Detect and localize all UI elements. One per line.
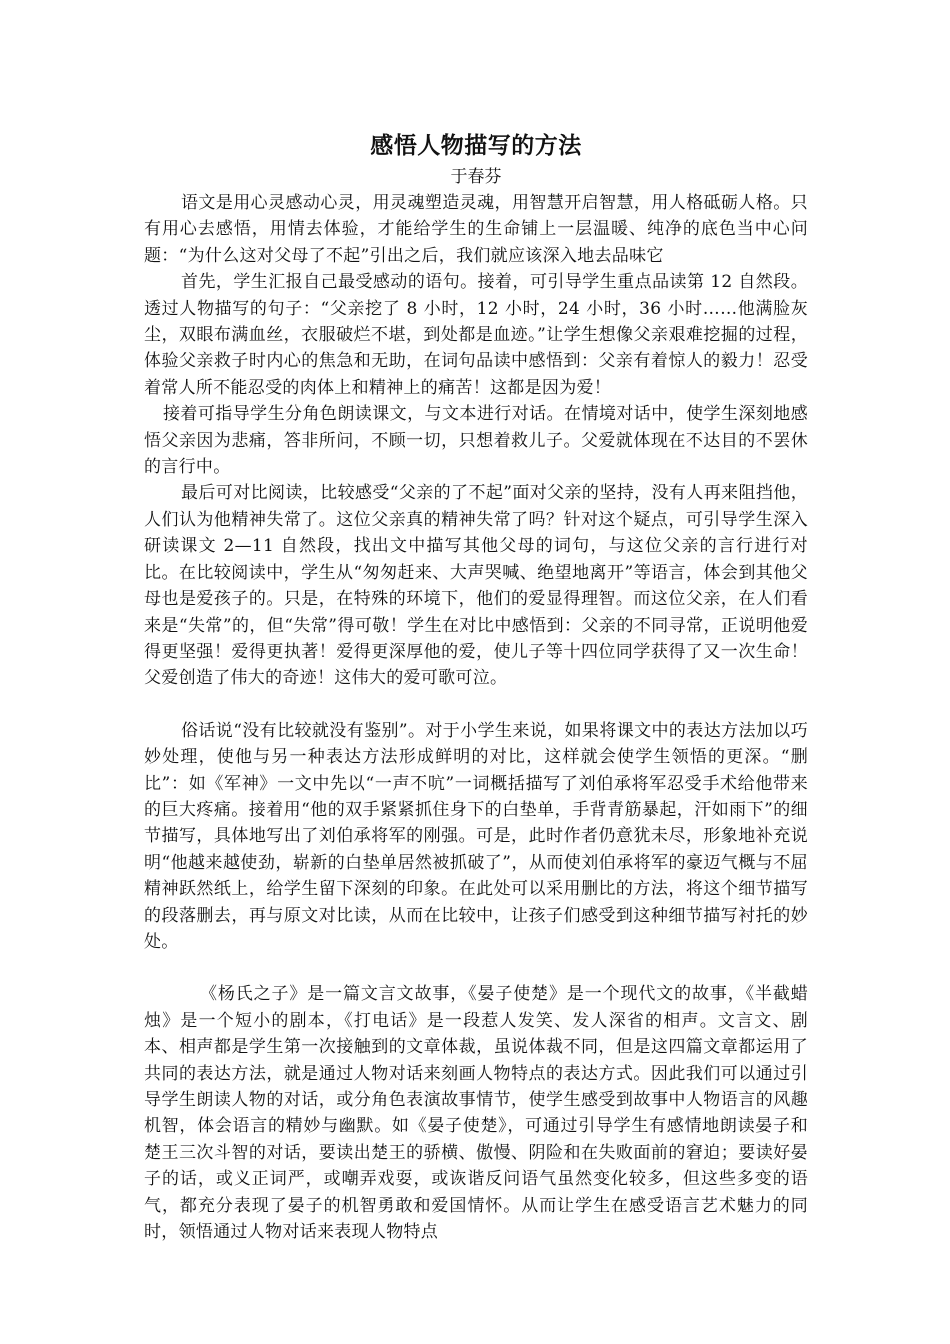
paragraph-dialogue: 《杨氏之子》是一篇文言文故事，《晏子使楚》是一个现代文的故事，《半截蜡烛》是一个短小的剧本，《打电话》是一段惹人发笑、发人深省的相声。文言文、剧本、相声都是学生第一次接触到的文章体裁，虽说体裁不同，但是这四篇文章都运用了共同的表达方法，就是通过人物对话来刻画人物特点的表达方式。因此我们可以通过引导学生朗读人物的对话，或分角色表演故事情节，使学生感受到故事中人物语言的风趣机智，体会语言的精妙与幽默。如《晏子使楚》，可通过引导学生有感情地朗读晏子和楚王三次斗智的对话，要读出楚王的骄横、傲慢、阴险和在失败面前的窘迫；要读好晏子的话，或义正词严，或嘲弄戏耍，或诙谐反问语气虽然变化较多，但这些多变的语气，都充分表现了晏子的机智勇敢和爱国情怀。从而让学生在感受语言艺术魅力的同时，领悟通过人物对话来表现人物特点 xyxy=(144,984,808,1243)
document-author: 于春芬 xyxy=(450,167,502,187)
paragraph-intro: 语文是用心灵感动心灵，用灵魂塑造灵魂，用智慧开启智慧，用人格砥砺人格。只有用心去感悟，用情去体验，才能给学生的生命铺上一层温暖、纯净的底色当中心问题：“为什么这对父母了不起”引出之后，我们就应该深入地去品味它 xyxy=(144,193,808,266)
document-page xyxy=(144,128,808,1245)
paragraph-spacer xyxy=(144,955,808,981)
document-title: 感悟人物描写的方法 xyxy=(370,132,582,159)
paragraph-role-reading: 接着可指导学生分角色朗读课文，与文本进行对话。在情境对话中，使学生深刻地感悟父亲因为悲痛，答非所问，不顾一切，只想着救儿子。父爱就体现在不达目的不罢休的言行中。 xyxy=(144,404,808,478)
paragraph-comparison: 最后可对比阅读，比较感受“父亲的了不起”面对父亲的坚持，没有人再来阻挡他，人们认为他精神失常了。这位父亲真的精神失常了吗？针对这个疑点，可引导学生深入研读课文 2—11 自然段，找出文中描写其他父母的词句，与这位父亲的言行进行对比。在比较阅读中，学生从“匆匆赶来、大声哭喊、绝望地离开”等语言，体会到其他父母也是爱孩子的。只是，在特殊的环境下，他们的爱显得理智。而这位父亲，在人们看来是“失常”的，但“失常”得可敬！学生在对比中感悟到：父亲的不同寻常，正说明他爱得更坚强！爱得更执著！爱得更深厚他的爱，使儿子等十四位同学获得了又一次生命！父爱创造了伟大的奇迹！这伟大的爱可歌可泣。 xyxy=(144,483,808,689)
paragraph-spacer xyxy=(144,692,808,718)
paragraph-deletion-comparison: 俗话说“没有比较就没有鉴别”。对于小学生来说，如果将课文中的表达方法加以巧妙处理，使他与另一种表达方法形成鲜明的对比，这样就会使学生领悟的更深。“删比”：如《军神》一文中先以“一声不吭”一词概括描写了刘伯承将军忍受手术给他带来的巨大疼痛。接着用“他的双手紧紧抓住身下的白垫单，手背青筋暴起，汗如雨下”的细节描写，具体地写出了刘伯承将军的刚强。可是，此时作者仍意犹未尽，形象地补充说明“他越来越使劲，崭新的白垫单居然被抓破了”，从而使刘伯承将军的豪迈气概与不屈精神跃然纸上，给学生留下深刻的印象。在此处可以采用删比的方法，将这个细节描写的段落删去，再与原文对比读，从而在比较中，让孩子们感受到这种细节描写衬托的妙处。 xyxy=(144,720,808,952)
paragraph-first: 首先，学生汇报自己最受感动的语句。接着，可引导学生重点品读第 12 自然段。透过人物描写的句子：“父亲挖了 8 小时，12 小时，24 小时，36 小时……他满脸灰尘，双眼布满血丝，衣服破烂不堪，到处都是血迹。”让学生想像父亲艰难挖掘的过程，体验父亲救子时内心的焦急和无助，在词句品读中感悟到：父亲有着惊人的毅力！忍受着常人所不能忍受的肉体上和精神上的痛苦！这都是因为爱！ xyxy=(144,272,808,398)
